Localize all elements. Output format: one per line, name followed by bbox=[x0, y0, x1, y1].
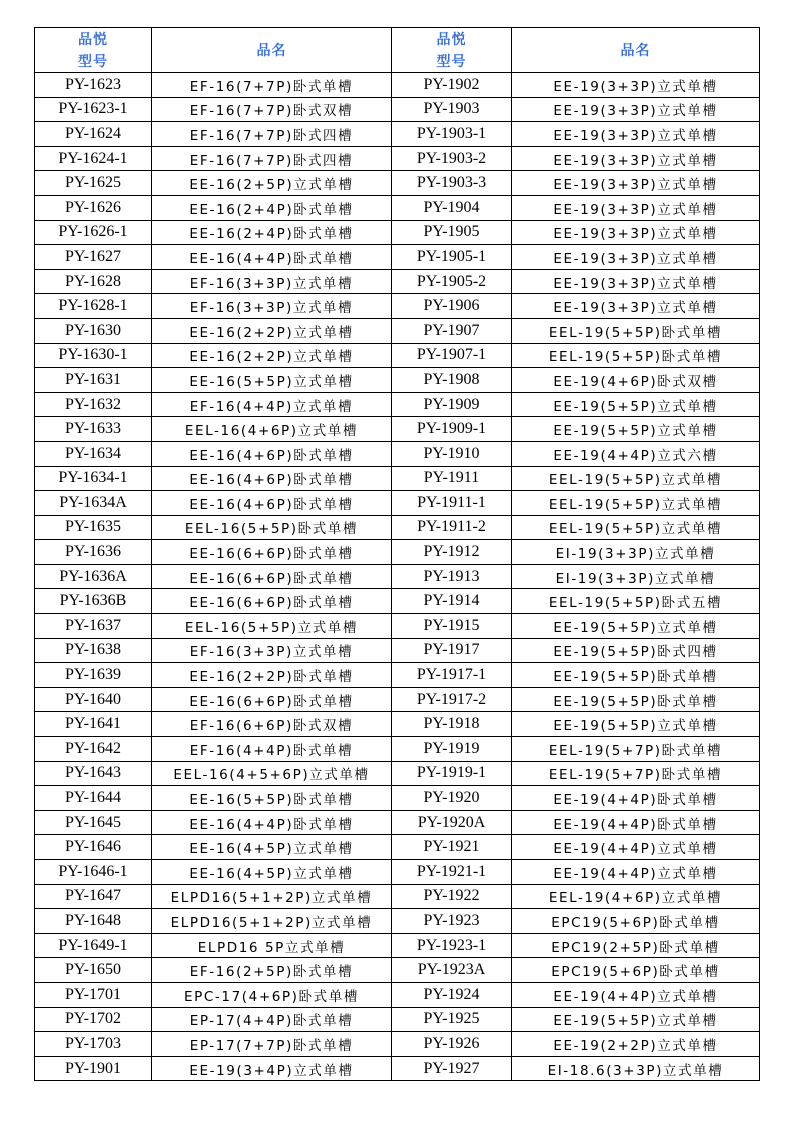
product-name-cell-right: EE-19(5+5P)卧式四槽 bbox=[512, 638, 760, 663]
model-cell-left: PY-1641 bbox=[35, 712, 152, 737]
table-row bbox=[35, 786, 760, 811]
model-cell-left: PY-1639 bbox=[35, 663, 152, 688]
model-cell-right: PY-1902 bbox=[392, 73, 512, 98]
model-cell-left: PY-1646 bbox=[35, 835, 152, 860]
product-name-cell-left: EE-16(2+2P)立式单槽 bbox=[152, 343, 392, 368]
table-row bbox=[35, 860, 760, 885]
table-row bbox=[35, 294, 760, 319]
model-cell-right: PY-1917-2 bbox=[392, 687, 512, 712]
table-row bbox=[35, 982, 760, 1007]
table-row bbox=[35, 269, 760, 294]
product-name-cell-left: EE-16(4+6P)卧式单槽 bbox=[152, 441, 392, 466]
model-cell-right: PY-1903-2 bbox=[392, 146, 512, 171]
model-cell-right: PY-1927 bbox=[392, 1056, 512, 1081]
product-name-cell-left: EF-16(3+3P)立式单槽 bbox=[152, 294, 392, 319]
product-name-cell-right: EE-19(5+5P)卧式单槽 bbox=[512, 687, 760, 712]
model-cell-left: PY-1634 bbox=[35, 441, 152, 466]
product-name-cell-left: EF-16(7+7P)卧式四槽 bbox=[152, 146, 392, 171]
table-row bbox=[35, 392, 760, 417]
model-cell-left: PY-1703 bbox=[35, 1032, 152, 1057]
product-table bbox=[34, 27, 760, 1081]
model-cell-right: PY-1909-1 bbox=[392, 417, 512, 442]
product-name-cell-right: EE-19(3+3P)立式单槽 bbox=[512, 245, 760, 270]
product-name-cell-left: EP-17(4+4P)卧式单槽 bbox=[152, 1007, 392, 1032]
product-name-cell-right: EE-19(5+5P)卧式单槽 bbox=[512, 663, 760, 688]
model-cell-right: PY-1919-1 bbox=[392, 761, 512, 786]
product-name-cell-left: ELPD16 5P立式单槽 bbox=[152, 933, 392, 958]
product-name-cell-right: EPC19(2+5P)卧式单槽 bbox=[512, 933, 760, 958]
product-name-cell-left: EF-16(7+7P)卧式单槽 bbox=[152, 73, 392, 98]
model-cell-right: PY-1908 bbox=[392, 368, 512, 393]
table-row bbox=[35, 564, 760, 589]
table-row bbox=[35, 958, 760, 983]
model-cell-right: PY-1923 bbox=[392, 909, 512, 934]
table-row bbox=[35, 368, 760, 393]
product-name-cell-left: EF-16(2+5P)卧式单槽 bbox=[152, 958, 392, 983]
table-row bbox=[35, 1007, 760, 1032]
table-row bbox=[35, 835, 760, 860]
model-cell-left: PY-1634A bbox=[35, 491, 152, 516]
product-name-cell-right: EE-19(2+2P)立式单槽 bbox=[512, 1032, 760, 1057]
table-row bbox=[35, 540, 760, 565]
model-cell-right: PY-1909 bbox=[392, 392, 512, 417]
model-cell-left: PY-1626 bbox=[35, 195, 152, 220]
model-cell-right: PY-1911 bbox=[392, 466, 512, 491]
product-name-cell-right: EE-19(3+3P)立式单槽 bbox=[512, 122, 760, 147]
product-name-cell-right: EE-19(4+4P)立式单槽 bbox=[512, 860, 760, 885]
model-cell-right: PY-1917 bbox=[392, 638, 512, 663]
model-cell-left: PY-1650 bbox=[35, 958, 152, 983]
product-name-cell-left: EE-16(6+6P)卧式单槽 bbox=[152, 687, 392, 712]
model-cell-left: PY-1643 bbox=[35, 761, 152, 786]
product-name-cell-right: EE-19(3+3P)立式单槽 bbox=[512, 294, 760, 319]
model-cell-left: PY-1624-1 bbox=[35, 146, 152, 171]
table-row bbox=[35, 195, 760, 220]
product-name-cell-left: EE-16(5+5P)立式单槽 bbox=[152, 368, 392, 393]
product-name-cell-left: EE-16(6+6P)卧式单槽 bbox=[152, 540, 392, 565]
model-cell-left: PY-1636B bbox=[35, 589, 152, 614]
table-row bbox=[35, 491, 760, 516]
model-cell-right: PY-1904 bbox=[392, 195, 512, 220]
product-name-cell-left: EE-16(5+5P)卧式单槽 bbox=[152, 786, 392, 811]
header-name-right: 品名 bbox=[512, 28, 760, 73]
product-name-cell-right: EE-19(4+4P)卧式单槽 bbox=[512, 810, 760, 835]
model-cell-right: PY-1913 bbox=[392, 564, 512, 589]
model-cell-right: PY-1920A bbox=[392, 810, 512, 835]
table-row bbox=[35, 933, 760, 958]
product-name-cell-right: EE-19(5+5P)立式单槽 bbox=[512, 1007, 760, 1032]
product-name-cell-left: EE-16(4+6P)卧式单槽 bbox=[152, 466, 392, 491]
model-cell-left: PY-1645 bbox=[35, 810, 152, 835]
model-cell-right: PY-1920 bbox=[392, 786, 512, 811]
product-name-cell-right: EI-19(3+3P)立式单槽 bbox=[512, 564, 760, 589]
model-cell-left: PY-1628-1 bbox=[35, 294, 152, 319]
model-cell-left: PY-1638 bbox=[35, 638, 152, 663]
table-row bbox=[35, 614, 760, 639]
product-name-cell-right: EE-19(4+4P)立式单槽 bbox=[512, 835, 760, 860]
product-name-cell-left: EE-16(4+5P)立式单槽 bbox=[152, 835, 392, 860]
product-name-cell-right: EEL-19(5+5P)卧式单槽 bbox=[512, 318, 760, 343]
product-name-cell-left: ELPD16(5+1+2P)立式单槽 bbox=[152, 909, 392, 934]
table-row bbox=[35, 515, 760, 540]
product-name-cell-left: EE-16(4+6P)卧式单槽 bbox=[152, 491, 392, 516]
table-row bbox=[35, 687, 760, 712]
model-cell-left: PY-1628 bbox=[35, 269, 152, 294]
product-name-cell-left: ELPD16(5+1+2P)立式单槽 bbox=[152, 884, 392, 909]
product-name-cell-left: EE-16(4+4P)卧式单槽 bbox=[152, 810, 392, 835]
product-name-cell-left: EF-16(4+4P)立式单槽 bbox=[152, 392, 392, 417]
model-cell-right: PY-1906 bbox=[392, 294, 512, 319]
product-name-cell-left: EF-16(7+7P)卧式双槽 bbox=[152, 97, 392, 122]
table-row bbox=[35, 1056, 760, 1081]
product-name-cell-left: EF-16(6+6P)卧式双槽 bbox=[152, 712, 392, 737]
product-name-cell-left: EE-16(2+2P)卧式单槽 bbox=[152, 663, 392, 688]
product-name-cell-right: EE-19(3+3P)立式单槽 bbox=[512, 97, 760, 122]
table-row bbox=[35, 884, 760, 909]
table-row bbox=[35, 761, 760, 786]
model-cell-right: PY-1921 bbox=[392, 835, 512, 860]
model-cell-left: PY-1633 bbox=[35, 417, 152, 442]
model-cell-right: PY-1921-1 bbox=[392, 860, 512, 885]
table-row bbox=[35, 441, 760, 466]
product-name-cell-left: EF-16(4+4P)卧式单槽 bbox=[152, 737, 392, 762]
model-cell-left: PY-1630-1 bbox=[35, 343, 152, 368]
product-name-cell-right: EEL-19(5+7P)卧式单槽 bbox=[512, 761, 760, 786]
product-name-cell-right: EEL-19(5+5P)立式单槽 bbox=[512, 491, 760, 516]
table-row bbox=[35, 712, 760, 737]
model-cell-left: PY-1632 bbox=[35, 392, 152, 417]
model-cell-left: PY-1642 bbox=[35, 737, 152, 762]
product-name-cell-right: EEL-19(5+5P)卧式五槽 bbox=[512, 589, 760, 614]
product-name-cell-right: EEL-19(5+5P)立式单槽 bbox=[512, 466, 760, 491]
product-name-cell-left: EPC-17(4+6P)卧式单槽 bbox=[152, 982, 392, 1007]
table-row bbox=[35, 318, 760, 343]
model-cell-right: PY-1918 bbox=[392, 712, 512, 737]
table-row bbox=[35, 466, 760, 491]
table-row bbox=[35, 97, 760, 122]
model-cell-left: PY-1648 bbox=[35, 909, 152, 934]
model-cell-left: PY-1636 bbox=[35, 540, 152, 565]
product-name-cell-left: EE-16(2+4P)卧式单槽 bbox=[152, 220, 392, 245]
model-cell-left: PY-1623-1 bbox=[35, 97, 152, 122]
model-cell-left: PY-1901 bbox=[35, 1056, 152, 1081]
model-cell-right: PY-1911-2 bbox=[392, 515, 512, 540]
product-name-cell-left: EE-16(2+2P)立式单槽 bbox=[152, 318, 392, 343]
model-cell-left: PY-1644 bbox=[35, 786, 152, 811]
table-row bbox=[35, 638, 760, 663]
product-name-cell-right: EE-19(3+3P)立式单槽 bbox=[512, 195, 760, 220]
product-name-cell-left: EE-16(4+5P)立式单槽 bbox=[152, 860, 392, 885]
model-cell-right: PY-1912 bbox=[392, 540, 512, 565]
product-name-cell-right: EI-19(3+3P)立式单槽 bbox=[512, 540, 760, 565]
model-cell-left: PY-1635 bbox=[35, 515, 152, 540]
product-name-cell-right: EEL-19(5+5P)卧式单槽 bbox=[512, 343, 760, 368]
model-cell-right: PY-1903-1 bbox=[392, 122, 512, 147]
model-cell-right: PY-1919 bbox=[392, 737, 512, 762]
header-model-left-line1: 品悦 bbox=[35, 28, 152, 51]
product-name-cell-right: EE-19(5+5P)立式单槽 bbox=[512, 712, 760, 737]
model-cell-left: PY-1634-1 bbox=[35, 466, 152, 491]
header-name-left: 品名 bbox=[152, 28, 392, 73]
model-cell-left: PY-1630 bbox=[35, 318, 152, 343]
product-name-cell-left: EEL-16(4+6P)立式单槽 bbox=[152, 417, 392, 442]
table-row bbox=[35, 909, 760, 934]
model-cell-right: PY-1903-3 bbox=[392, 171, 512, 196]
product-name-cell-right: EPC19(5+6P)卧式单槽 bbox=[512, 958, 760, 983]
product-name-cell-right: EE-19(5+5P)立式单槽 bbox=[512, 417, 760, 442]
product-name-cell-left: EE-16(6+6P)卧式单槽 bbox=[152, 589, 392, 614]
product-name-cell-left: EE-16(6+6P)卧式单槽 bbox=[152, 564, 392, 589]
product-name-cell-right: EE-19(4+4P)立式六槽 bbox=[512, 441, 760, 466]
product-name-cell-left: EE-16(2+4P)卧式单槽 bbox=[152, 195, 392, 220]
header-model-left-line2: 型号 bbox=[35, 50, 152, 73]
header-model-right-line2: 型号 bbox=[392, 50, 512, 73]
model-cell-left: PY-1646-1 bbox=[35, 860, 152, 885]
product-name-cell-left: EF-16(3+3P)立式单槽 bbox=[152, 269, 392, 294]
product-name-cell-left: EF-16(3+3P)立式单槽 bbox=[152, 638, 392, 663]
model-cell-left: PY-1624 bbox=[35, 122, 152, 147]
product-name-cell-right: EEL-19(4+6P)立式单槽 bbox=[512, 884, 760, 909]
model-cell-right: PY-1910 bbox=[392, 441, 512, 466]
table-row bbox=[35, 171, 760, 196]
model-cell-right: PY-1924 bbox=[392, 982, 512, 1007]
model-cell-left: PY-1637 bbox=[35, 614, 152, 639]
product-name-cell-right: EE-19(3+3P)立式单槽 bbox=[512, 73, 760, 98]
table-row bbox=[35, 810, 760, 835]
model-cell-right: PY-1923A bbox=[392, 958, 512, 983]
model-cell-right: PY-1905-1 bbox=[392, 245, 512, 270]
model-cell-left: PY-1636A bbox=[35, 564, 152, 589]
model-cell-left: PY-1627 bbox=[35, 245, 152, 270]
header-model-right-line1: 品悦 bbox=[392, 28, 512, 51]
product-name-cell-right: EI-18.6(3+3P)立式单槽 bbox=[512, 1056, 760, 1081]
product-name-cell-left: EE-16(2+5P)立式单槽 bbox=[152, 171, 392, 196]
product-name-cell-left: EEL-16(4+5+6P)立式单槽 bbox=[152, 761, 392, 786]
table-row bbox=[35, 245, 760, 270]
table-row bbox=[35, 146, 760, 171]
table-row bbox=[35, 73, 760, 98]
model-cell-left: PY-1702 bbox=[35, 1007, 152, 1032]
model-cell-right: PY-1903 bbox=[392, 97, 512, 122]
product-name-cell-right: EE-19(3+3P)立式单槽 bbox=[512, 220, 760, 245]
product-name-cell-right: EE-19(4+6P)卧式双槽 bbox=[512, 368, 760, 393]
product-name-cell-left: EF-16(7+7P)卧式四槽 bbox=[152, 122, 392, 147]
table-row bbox=[35, 1032, 760, 1057]
table-row bbox=[35, 122, 760, 147]
model-cell-left: PY-1647 bbox=[35, 884, 152, 909]
product-name-cell-right: EEL-19(5+7P)卧式单槽 bbox=[512, 737, 760, 762]
product-name-cell-right: EE-19(4+4P)卧式单槽 bbox=[512, 786, 760, 811]
product-name-cell-right: EE-19(4+4P)立式单槽 bbox=[512, 982, 760, 1007]
product-name-cell-right: EE-19(3+3P)立式单槽 bbox=[512, 171, 760, 196]
product-name-cell-left: EEL-16(5+5P)立式单槽 bbox=[152, 614, 392, 639]
product-name-cell-left: EE-19(3+4P)立式单槽 bbox=[152, 1056, 392, 1081]
model-cell-right: PY-1922 bbox=[392, 884, 512, 909]
model-cell-left: PY-1626-1 bbox=[35, 220, 152, 245]
table-row bbox=[35, 737, 760, 762]
model-cell-right: PY-1915 bbox=[392, 614, 512, 639]
product-name-cell-right: EE-19(5+5P)立式单槽 bbox=[512, 614, 760, 639]
table-row bbox=[35, 663, 760, 688]
product-name-cell-left: EP-17(7+7P)卧式单槽 bbox=[152, 1032, 392, 1057]
model-cell-right: PY-1905-2 bbox=[392, 269, 512, 294]
model-cell-right: PY-1914 bbox=[392, 589, 512, 614]
product-name-cell-right: EPC19(5+6P)卧式单槽 bbox=[512, 909, 760, 934]
model-cell-right: PY-1926 bbox=[392, 1032, 512, 1057]
product-name-cell-right: EE-19(3+3P)立式单槽 bbox=[512, 146, 760, 171]
model-cell-left: PY-1631 bbox=[35, 368, 152, 393]
product-name-cell-right: EEL-19(5+5P)立式单槽 bbox=[512, 515, 760, 540]
model-cell-right: PY-1905 bbox=[392, 220, 512, 245]
model-cell-left: PY-1640 bbox=[35, 687, 152, 712]
table-row bbox=[35, 417, 760, 442]
model-cell-left: PY-1623 bbox=[35, 73, 152, 98]
model-cell-right: PY-1925 bbox=[392, 1007, 512, 1032]
model-cell-right: PY-1907 bbox=[392, 318, 512, 343]
model-cell-right: PY-1917-1 bbox=[392, 663, 512, 688]
model-cell-right: PY-1911-1 bbox=[392, 491, 512, 516]
table-row bbox=[35, 343, 760, 368]
model-cell-left: PY-1649-1 bbox=[35, 933, 152, 958]
table-row bbox=[35, 220, 760, 245]
model-cell-left: PY-1625 bbox=[35, 171, 152, 196]
product-name-cell-right: EE-19(3+3P)立式单槽 bbox=[512, 269, 760, 294]
model-cell-left: PY-1701 bbox=[35, 982, 152, 1007]
model-cell-right: PY-1907-1 bbox=[392, 343, 512, 368]
model-cell-right: PY-1923-1 bbox=[392, 933, 512, 958]
product-name-cell-right: EE-19(5+5P)立式单槽 bbox=[512, 392, 760, 417]
product-name-cell-left: EEL-16(5+5P)卧式单槽 bbox=[152, 515, 392, 540]
table-row bbox=[35, 589, 760, 614]
product-name-cell-left: EE-16(4+4P)卧式单槽 bbox=[152, 245, 392, 270]
